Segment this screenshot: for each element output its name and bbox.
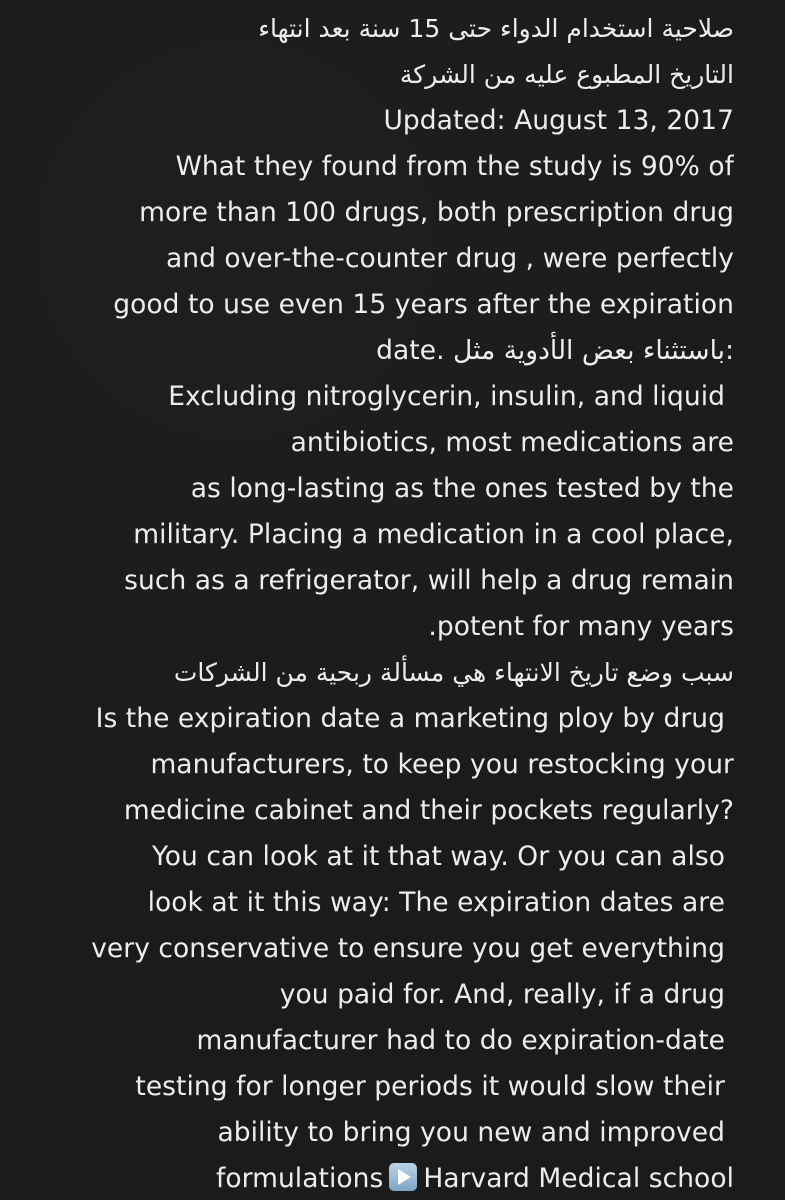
note-line: more than 100 drugs, both prescription drug	[139, 197, 734, 228]
note-line: manufacturer had to do expiration-date	[196, 1025, 725, 1056]
note-line-updated-date: Updated: August 13, 2017	[383, 105, 734, 136]
note-line-arabic-title-2: التاريخ المطبوع عليه من الشركة	[399, 60, 734, 89]
note-line-arabic-title-1: صلاحية استخدام الدواء حتى 15 سنة بعد انتهاء	[258, 14, 734, 43]
note-line: ability to bring you new and improved	[217, 1117, 725, 1148]
note-line: manufacturers, to keep you restocking your	[150, 749, 734, 780]
note-line: antibiotics, most medications are	[290, 427, 734, 458]
play-button-icon	[389, 1163, 417, 1191]
formulations-text: formulations	[215, 1163, 384, 1194]
note-line-last	[30, 1156, 734, 1200]
note-line: as long-lasting as the ones tested by the	[190, 473, 734, 504]
note-line: and over-the-counter drug , were perfectly	[165, 243, 734, 274]
note-line: testing for longer periods it would slow their	[135, 1071, 725, 1102]
note-line: You can look at it that way. Or you can also	[152, 841, 725, 872]
note-line: good to use even 15 years after the expiration	[113, 289, 734, 320]
note-line: What they found from the study is 90% of	[175, 151, 734, 182]
note-line: look at it this way: The expiration dates are	[147, 887, 725, 918]
note-line: .potent for many years	[428, 611, 734, 642]
source-text: Harvard Medical school	[423, 1163, 734, 1194]
note-line: you paid for. And, really, if a drug	[279, 979, 725, 1010]
note-line: medicine cabinet and their pockets regularly?	[123, 795, 734, 826]
note-line: military. Placing a medication in a cool place,	[133, 519, 734, 550]
note-line: Is the expiration date a marketing ploy by drug	[95, 703, 725, 734]
note-line: very conservative to ensure you get everything	[91, 933, 725, 964]
note-body	[30, 6, 734, 1200]
note-line-arabic-subtitle: سبب وضع تاريخ الانتهاء هي مسألة ربحية من الشركات	[173, 658, 734, 687]
note-line-mixed: date. باستثناء بعض الأدوية مثل:	[376, 335, 734, 366]
note-line: Excluding nitroglycerin, insulin, and liquid	[168, 381, 725, 412]
note-line: such as a refrigerator, will help a drug remain	[124, 565, 734, 596]
